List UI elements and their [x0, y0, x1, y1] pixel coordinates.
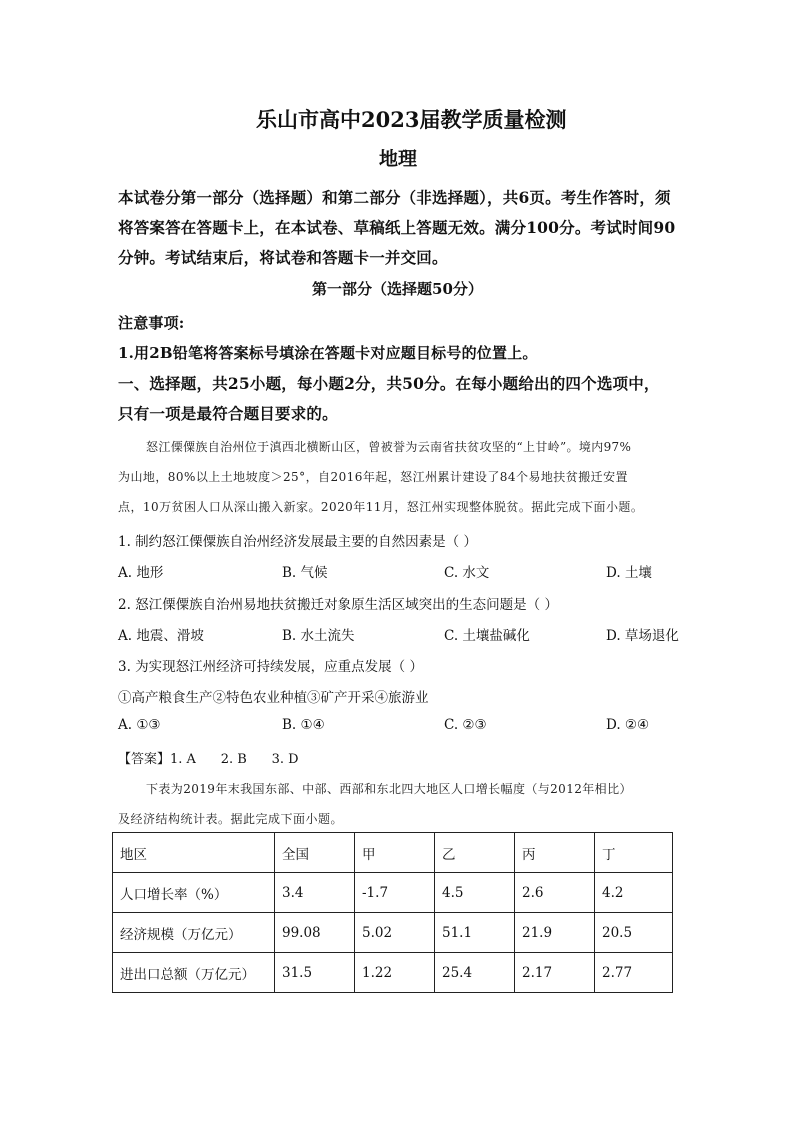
- table-row-label: 进出口总额（万亿元）: [113, 953, 275, 993]
- question-2-option-d: D. 草场退化: [606, 628, 679, 644]
- intro-line-2: 将答案答在答题卡上，在本试卷、草稿纸上答题无效。满分100分。考试时间90: [118, 218, 676, 237]
- passage1-line-2: 为山地，80%以上土地坡度＞25°，自2016年起，怒江州累计建设了84个易地扶贫搬迁安置: [118, 470, 629, 484]
- table-cell: 3.4: [275, 873, 355, 913]
- table-cell: 25.4: [435, 953, 515, 993]
- question-3-option-d: D. ②④: [606, 717, 650, 733]
- table-row: [113, 913, 673, 953]
- question-2-option-a: A. 地震、滑坡: [118, 628, 204, 644]
- table-header-cell: 地区: [113, 833, 275, 873]
- question-1-stem: 1. 制约怒江傈僳族自治州经济发展最主要的自然因素是（ ）: [118, 534, 477, 550]
- table-row-label: 经济规模（万亿元）: [113, 913, 275, 953]
- page-title: 乐山市高中2023届教学质量检测: [256, 107, 567, 132]
- table-header-cell: 全国: [275, 833, 355, 873]
- section-line-2: 只有一项是最符合题目要求的。: [118, 404, 338, 423]
- part1-heading: 第一部分（选择题50分）: [312, 280, 483, 298]
- table-header-cell: 丙: [515, 833, 595, 873]
- passage1-line-3: 点，10万贫困人口从深山搬入新家。2020年11月，怒江州实现整体脱贫。据此完成下面小题。: [118, 500, 644, 514]
- subject-title: 地理: [379, 148, 418, 170]
- notice-item-1: 1.用2B铅笔将答案标号填涂在答题卡对应题目标号的位置上。: [118, 344, 538, 362]
- population-economy-table: [112, 832, 673, 993]
- table-cell: 21.9: [515, 913, 595, 953]
- table-header-cell: 乙: [435, 833, 515, 873]
- table-cell: 5.02: [355, 913, 435, 953]
- table-cell: 2.17: [515, 953, 595, 993]
- table-header-cell: 丁: [595, 833, 673, 873]
- question-3-stem: 3. 为实现怒江州经济可持续发展，应重点发展（ ）: [118, 659, 423, 675]
- question-1-option-b: B. 气候: [282, 565, 328, 581]
- table-cell: 1.22: [355, 953, 435, 993]
- question-3-choices: ①高产粮食生产②特色农业种植③矿产开采④旅游业: [118, 690, 429, 706]
- table-cell: 20.5: [595, 913, 673, 953]
- table-cell: 4.2: [595, 873, 673, 913]
- table-row: [113, 953, 673, 993]
- question-2-option-c: C. 土壤盐碱化: [444, 628, 530, 644]
- table-cell: -1.7: [355, 873, 435, 913]
- question-2-stem: 2. 怒江傈僳族自治州易地扶贫搬迁对象原生活区域突出的生态问题是（ ）: [118, 597, 558, 613]
- notice-title: 注意事项:: [118, 314, 185, 332]
- passage2-line-2: 及经济结构统计表。据此完成下面小题。: [118, 812, 344, 826]
- table-cell: 2.6: [515, 873, 595, 913]
- table-cell: 99.08: [275, 913, 355, 953]
- question-3-option-a: A. ①③: [118, 717, 161, 733]
- intro-line-1: 本试卷分第一部分（选择题）和第二部分（非选择题），共6页。考生作答时，须: [118, 188, 671, 207]
- table-cell: 2.77: [595, 953, 673, 993]
- table-row-label: 人口增长率（%）: [113, 873, 275, 913]
- question-3-option-c: C. ②③: [444, 717, 487, 733]
- section-line-1: 一、选择题，共25小题，每小题2分，共50分。在每小题给出的四个选项中，: [118, 374, 660, 393]
- question-1-option-c: C. 水文: [444, 565, 490, 581]
- passage2-line-1: 下表为2019年末我国东部、中部、西部和东北四大地区人口增长幅度（与2012年相比）: [146, 782, 632, 796]
- table-cell: 31.5: [275, 953, 355, 993]
- question-3-option-b: B. ①④: [282, 717, 325, 733]
- question-2-option-b: B. 水土流失: [282, 628, 355, 644]
- question-1-option-d: D. 土壤: [606, 565, 652, 581]
- question-1-option-a: A. 地形: [118, 565, 164, 581]
- passage1-line-1: 怒江傈僳族自治州位于滇西北横断山区，曾被誉为云南省扶贫攻坚的“上甘岭”。境内97%: [146, 440, 632, 454]
- intro-line-3: 分钟。考试结束后，将试卷和答题卡一并交回。: [118, 248, 448, 267]
- table-header-row: [113, 833, 673, 873]
- table-cell: 4.5: [435, 873, 515, 913]
- table-row: [113, 873, 673, 913]
- table-header-cell: 甲: [355, 833, 435, 873]
- answer-line: 【答案】1. A 2. B 3. D: [118, 752, 299, 767]
- table-cell: 51.1: [435, 913, 515, 953]
